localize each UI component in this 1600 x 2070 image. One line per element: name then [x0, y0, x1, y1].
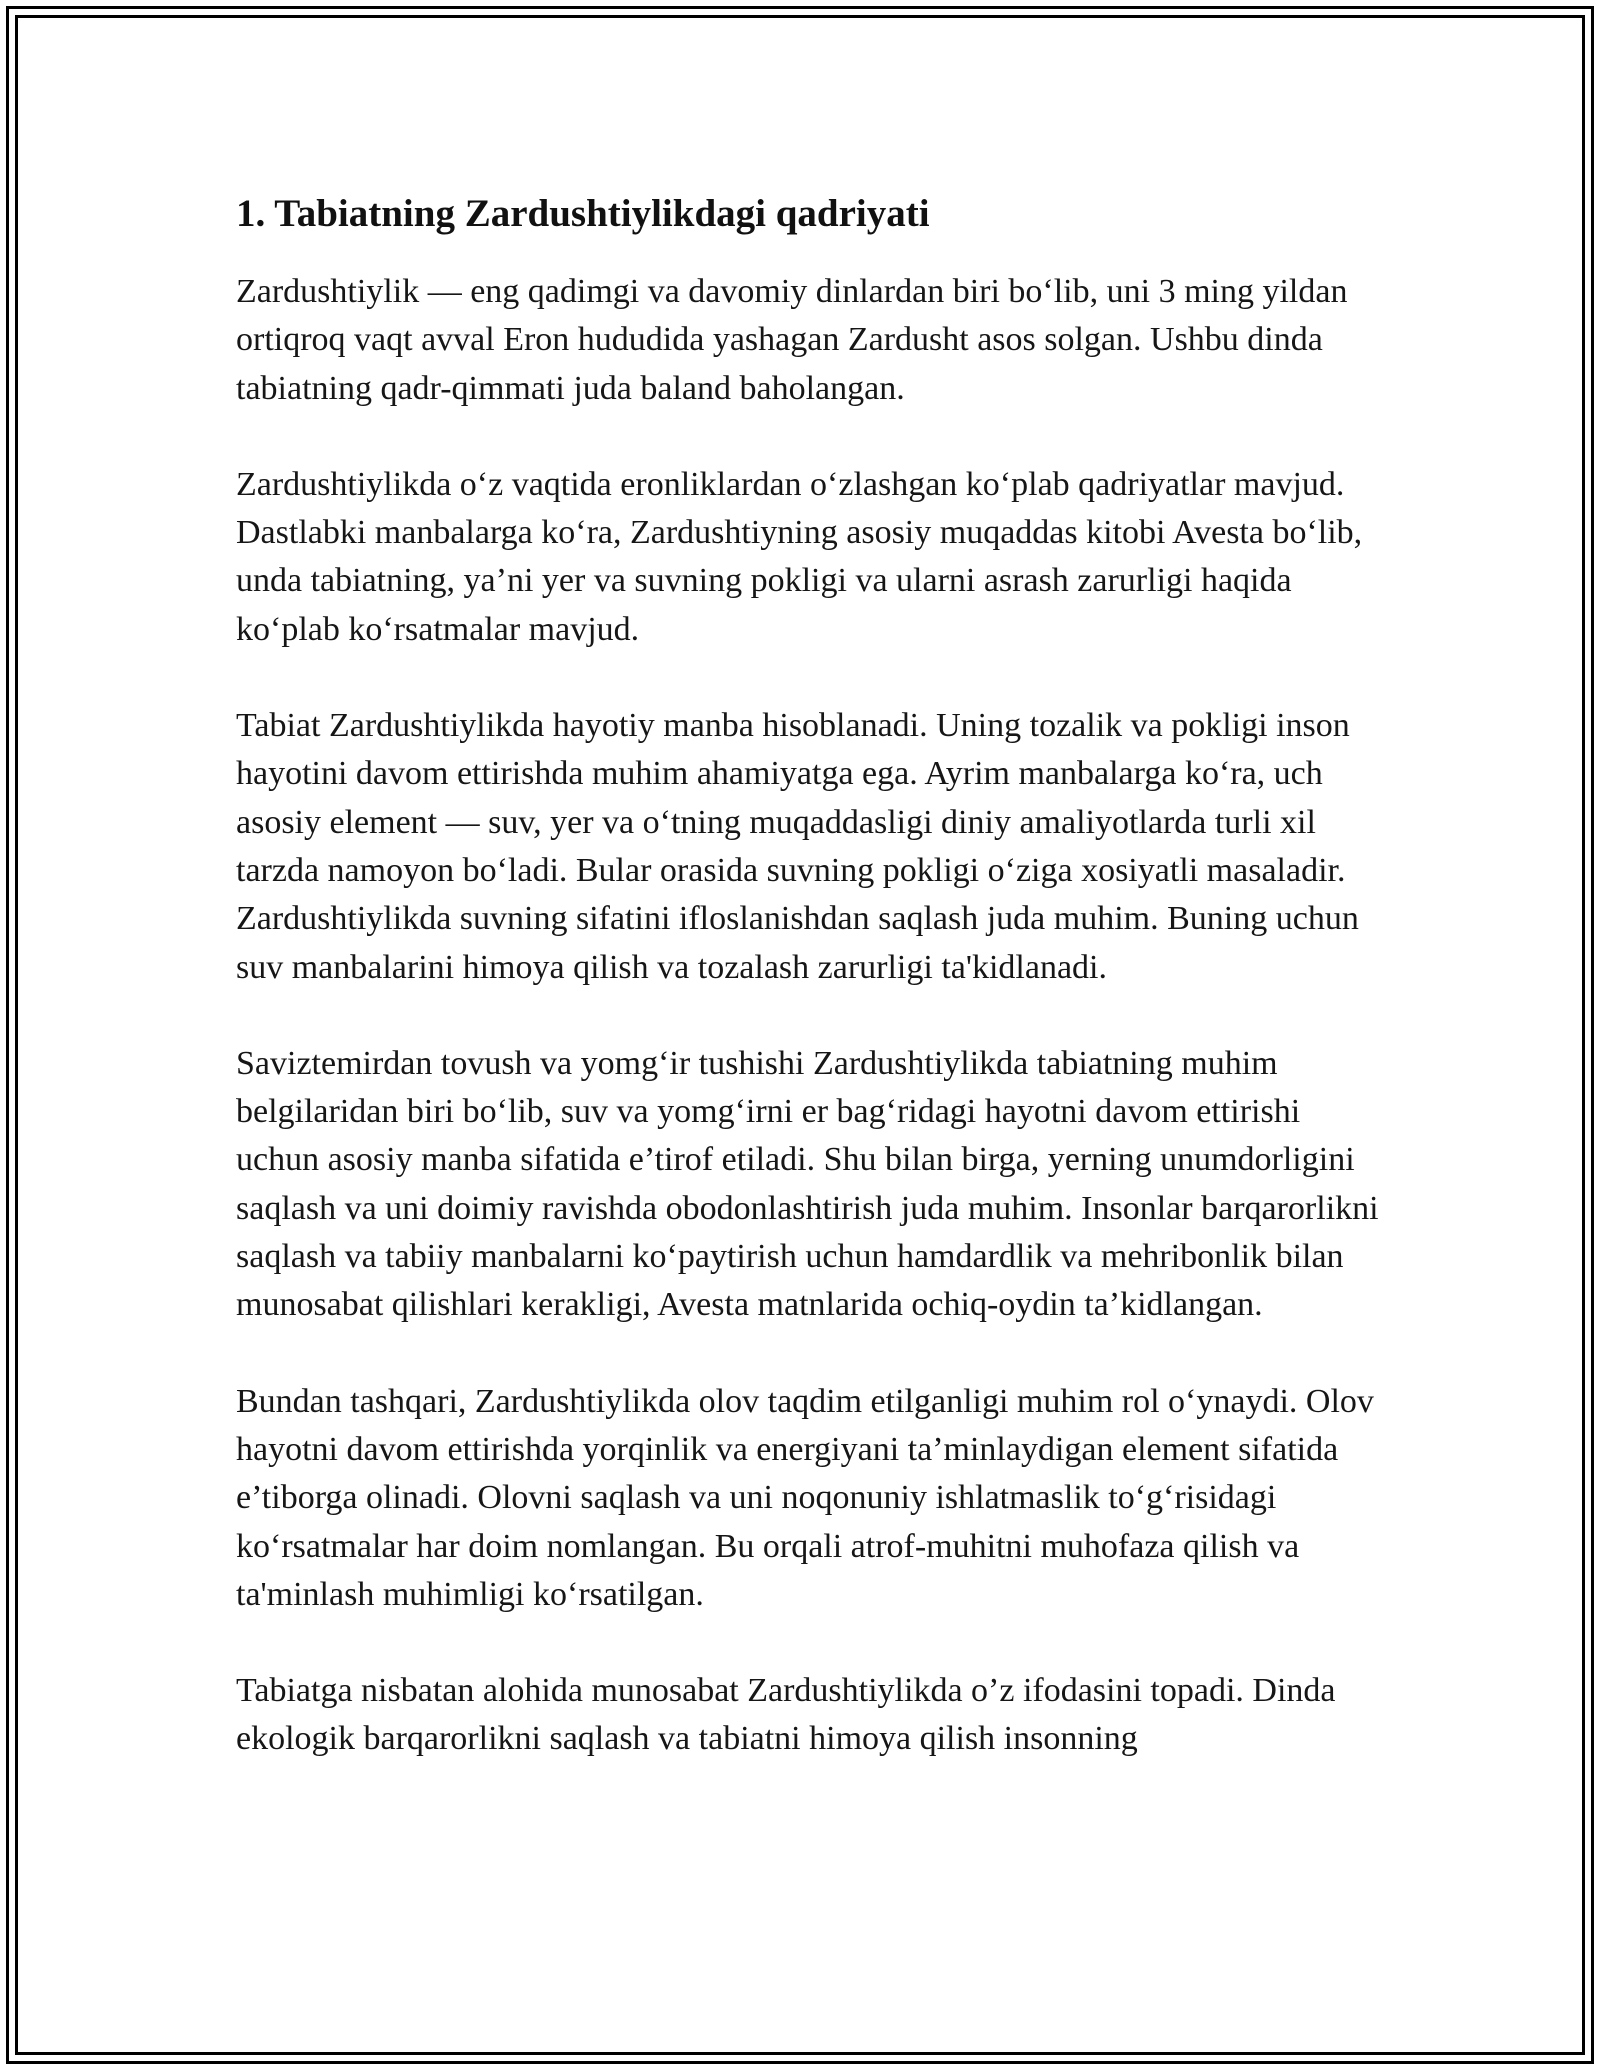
paragraph-3: Tabiat Zardushtiylikda hayotiy manba hisoblanadi. Uning tozalik va pokligi inson hayotini davom ettirishda muhim ahamiyatga ega. Ayrim manbalarga ko‘ra, uch asosiy element — suv, yer va o‘tning muqaddasligi diniy amaliyotlarda turli xil tarzda namoyon bo‘ladi. Bular orasida suvning pokligi o‘ziga xosiyatli masaladir. Zardushtiylikda suvning sifatini ifloslanishdan saqlash juda muhim. Buning uchun suv manbalarini himoya qilish va tozalash zarurligi ta'kidlanadi.	[236, 707, 1359, 986]
paragraph-4: Saviztemirdan tovush va yomg‘ir tushishi Zardushtiylikda tabiatning muhim belgilaridan biri bo‘lib, suv va yomg‘irni er bag‘ridagi hayotni davom ettirishi uchun asosiy manba sifatida e’tirof etiladi. Shu bilan birga, yerning unumdorligini saqlash va uni doimiy ravishda obodonlashtirish juda muhim. Insonlar barqarorlikni saqlash va tabiiy manbalarni ko‘paytirish uchun hamdardlik va mehribonlik bilan munosabat qilishlari kerakligi, Avesta matnlarida ochiq-oydin ta’kidlangan.	[236, 1044, 1379, 1324]
section-heading: 1. Tabiatning Zardushtiylikdagi qadriyati	[236, 192, 930, 235]
paragraph-1: Zardushtiylik — eng qadimgi va davomiy dinlardan biri bo‘lib, uni 3 ming yildan ortiqroq vaqt avval Eron hududida yashagan Zardusht asos solgan. Ushbu dinda tabiatning qadr-qimmati juda baland baholangan.	[236, 273, 1348, 407]
paragraph-5: Bundan tashqari, Zardushtiylikda olov taqdim etilganligi muhim rol o‘ynaydi. Olov hayotni davom ettirishda yorqinlik va energiyani ta’minlaydigan element sifatida e’tiborga olinadi. Olovni saqlash va uni noqonuniy ishlatmaslik to‘g‘risidagi ko‘rsatmalar har doim nomlangan. Bu orqali atrof-muhitni muhofaza qilish va ta'minlash muhimligi ko‘rsatilgan.	[236, 1382, 1374, 1613]
paragraph-6: Tabiatga nisbatan alohida munosabat Zardushtiylikda o’z ifodasini topadi. Dinda ekologik barqarorlikni saqlash va tabiatni himoya qilish insonning	[236, 1672, 1336, 1758]
document-body	[236, 186, 1386, 1812]
paragraph-2: Zardushtiylikda o‘z vaqtida eronliklardan o‘zlashgan ko‘plab qadriyatlar mavjud. Dastlabki manbalarga ko‘ra, Zardushtiyning asosiy muqaddas kitobi Avesta bo‘lib, unda tabiatning, ya’ni yer va suvning pokligi va ularni asrash zarurligi haqida ko‘plab ko‘rsatmalar mavjud.	[236, 465, 1363, 648]
